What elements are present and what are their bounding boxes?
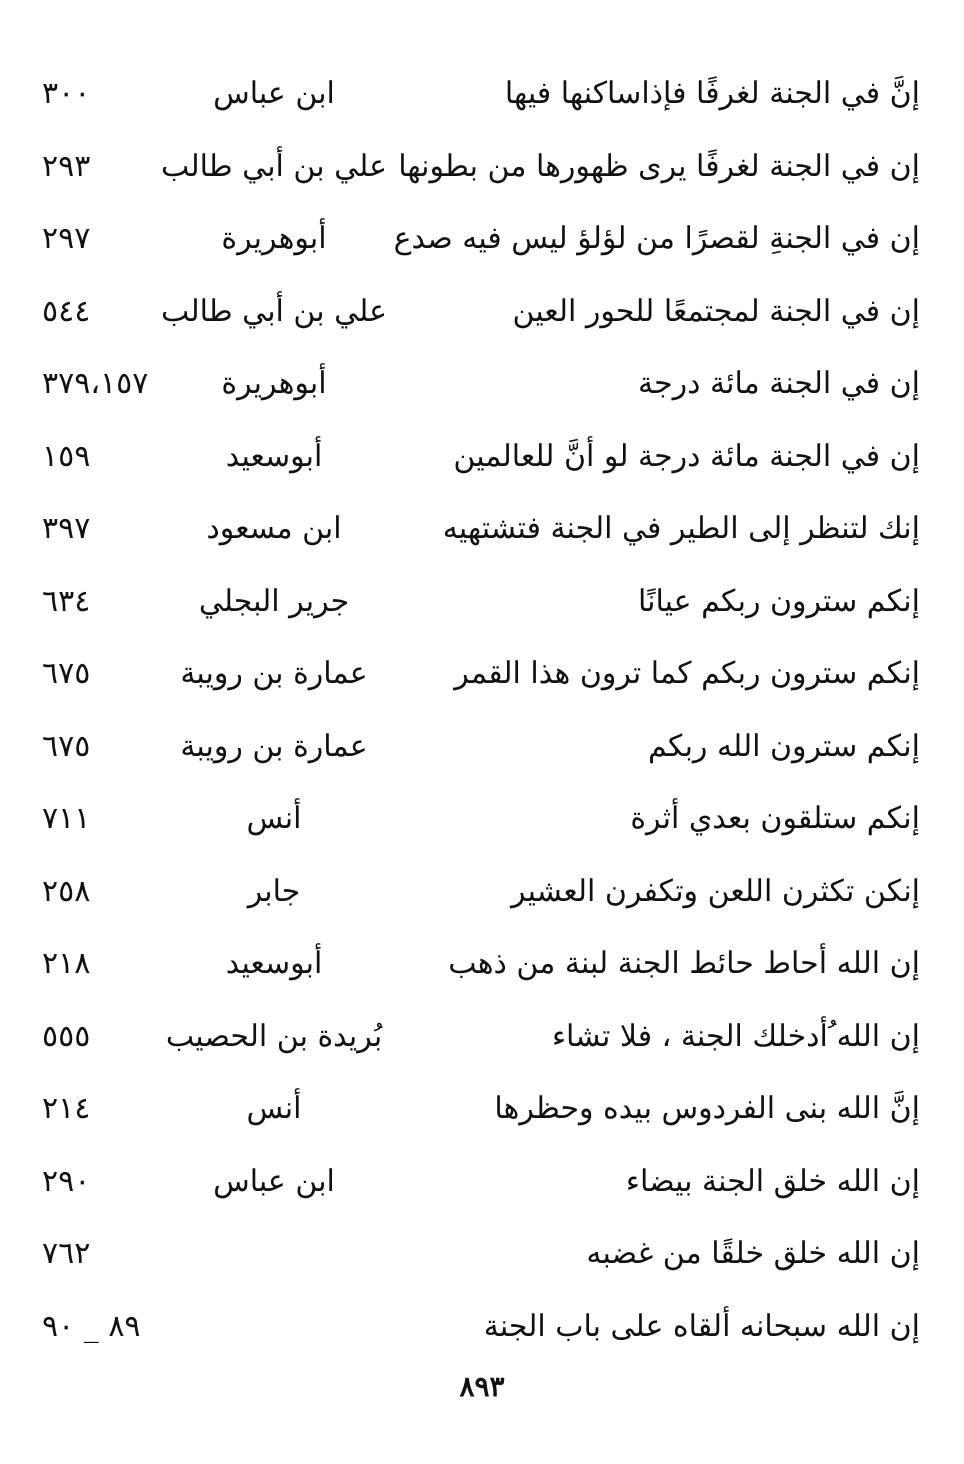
page-reference: ٧١١ — [42, 801, 91, 836]
index-entry — [40, 493, 924, 566]
hadith-text: إن في الجنة مائة درجة لو أنَّ للعالمين — [453, 438, 920, 474]
page-reference: ٦٧٥ — [42, 728, 91, 764]
hadith-text: إن في الجنةِ لقصرًا من لؤلؤ ليس فيه صدع — [393, 221, 920, 256]
hadith-text: إنَّ الله بنى الفردوس بيده وحظرها — [494, 1091, 920, 1126]
index-entry — [40, 711, 924, 784]
narrator-name: عمارة بن رويبة — [180, 656, 368, 691]
narrator-name: عمارة بن رويبة — [180, 728, 368, 764]
hadith-text: إن الله خلق الجنة بيضاء — [625, 1163, 920, 1199]
hadith-text: إن في الجنة لغرفًا يرى ظهورها من بطونها — [398, 148, 920, 184]
index-entry — [40, 276, 924, 349]
page-reference: ٧٦٢ — [42, 1236, 91, 1271]
page-reference: ٢١٨ — [42, 946, 91, 981]
page-reference: ١٥٩ — [42, 438, 91, 474]
narrator-name: أبوهريرة — [221, 366, 327, 401]
narrator-name: أنس — [246, 801, 302, 836]
page-reference: ٢٩٧ — [42, 221, 91, 256]
index-entry — [40, 783, 924, 856]
index-entry — [40, 58, 924, 131]
hadith-text: إن الله أحاط حائط الجنة لبنة من ذهب — [448, 946, 920, 981]
narrator-name: ابن عباس — [213, 1163, 335, 1199]
hadith-text: إنكم سترون الله ربكم — [648, 728, 920, 764]
hadith-text: إن الله ُأدخلك الجنة ، فلا تشاء — [551, 1018, 920, 1054]
index-entry — [40, 1291, 924, 1364]
narrator-name: أبوهريرة — [221, 221, 327, 256]
page-reference: ٦٣٤ — [42, 583, 91, 619]
index-entry — [40, 1218, 924, 1291]
hadith-text: إنكم ستلقون بعدي أثرة — [630, 801, 920, 836]
hadith-text: إن في الجنة لمجتمعًا للحور العين — [512, 293, 920, 329]
narrator-name: علي بن أبي طالب — [161, 148, 387, 184]
index-entry — [40, 348, 924, 421]
narrator-name: جرير البجلي — [198, 583, 350, 619]
hadith-text: إن الله خلق خلقًا من غضبه — [586, 1236, 920, 1271]
narrator-name: بُريدة بن الحصيب — [165, 1018, 383, 1054]
index-entry — [40, 566, 924, 639]
page-reference: ٦٧٥ — [42, 656, 91, 691]
index-entry — [40, 638, 924, 711]
page-reference: ٢١٤ — [42, 1091, 91, 1126]
page-reference: ٣٠٠ — [42, 76, 91, 111]
page-reference: ٨٩ _ ٩٠ — [42, 1308, 141, 1344]
hadith-text: إنكم سترون ربكم كما ترون هذا القمر — [454, 656, 920, 691]
hadith-text: إنك لتنظر إلى الطير في الجنة فتشتهيه — [442, 511, 920, 546]
narrator-name: ابن عباس — [213, 76, 335, 111]
narrator-name: أبوسعيد — [225, 438, 323, 474]
page-reference: ٣٧٩،١٥٧ — [42, 366, 149, 401]
hadith-text: إنكم سترون ربكم عيانًا — [637, 583, 920, 619]
page-reference: ٢٥٨ — [42, 873, 91, 909]
hadith-text: إن في الجنة مائة درجة — [638, 366, 920, 401]
index-entry — [40, 1073, 924, 1146]
page-reference: ٢٩٣ — [42, 148, 91, 184]
hadith-text: إنكن تكثرن اللعن وتكفرن العشير — [511, 873, 920, 909]
hadith-text: إن الله سبحانه ألقاه على باب الجنة — [483, 1308, 920, 1344]
narrator-name: ابن مسعود — [206, 511, 342, 546]
index-entry — [40, 131, 924, 204]
narrator-name: جابر — [247, 873, 301, 909]
narrator-name: أبوسعيد — [225, 946, 323, 981]
index-entry — [40, 203, 924, 276]
index-entry — [40, 856, 924, 929]
index-entry — [40, 421, 924, 494]
index-entry — [40, 928, 924, 1001]
hadith-text: إنَّ في الجنة لغرفًا فإذاساكنها فيها — [504, 76, 920, 111]
page-reference: ٥٥٥ — [42, 1018, 91, 1054]
page-reference: ٥٤٤ — [42, 293, 91, 329]
index-entry — [40, 1001, 924, 1074]
hadith-index-list — [40, 58, 924, 1363]
narrator-name: علي بن أبي طالب — [161, 293, 387, 329]
index-entry — [40, 1146, 924, 1219]
page-reference: ٢٩٠ — [42, 1163, 91, 1199]
page-number: ٨٩٣ — [459, 1370, 505, 1403]
page-reference: ٣٩٧ — [42, 511, 91, 546]
narrator-name: أنس — [246, 1091, 302, 1126]
